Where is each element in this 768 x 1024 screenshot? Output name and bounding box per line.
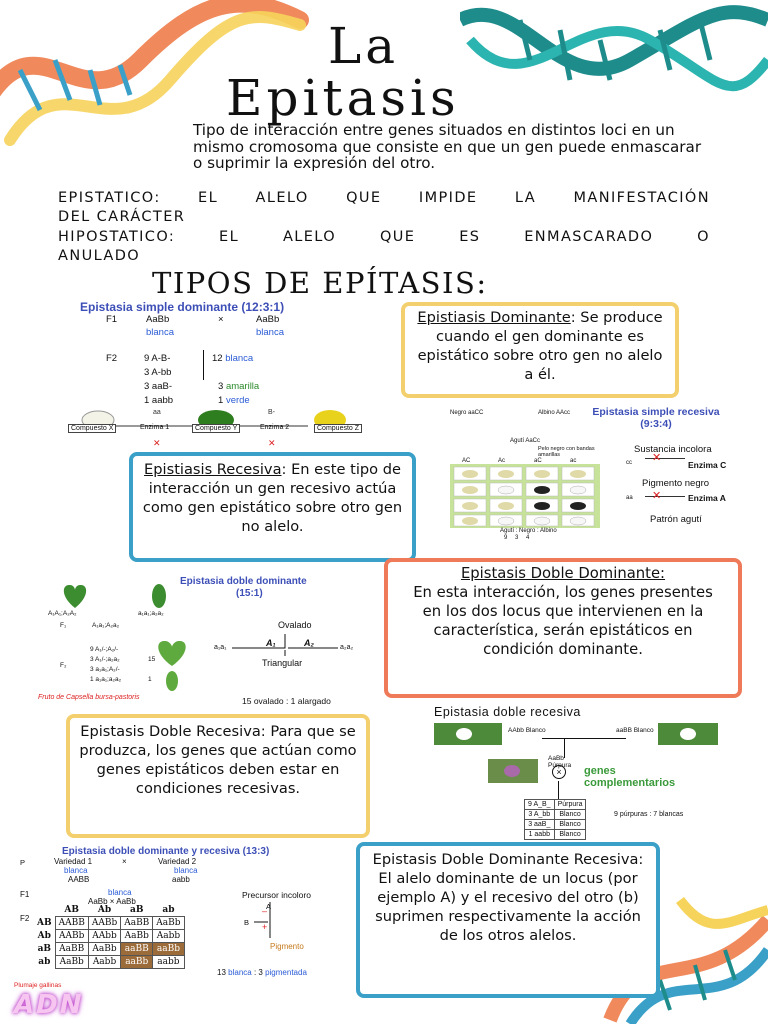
figure-label: Pelo negro con bandas amarillas [538, 446, 595, 458]
f2-label: F2 [106, 353, 118, 364]
svg-text:–: – [262, 906, 268, 916]
parent-variety: Variedad 1 [54, 857, 93, 866]
figure-title: Epistasia simple dominante (12:3:1) [80, 300, 285, 314]
pathway-step: Sustancia incolora [634, 444, 712, 455]
heart-fruit-icon [152, 638, 192, 668]
table-row-header: ab [38, 957, 51, 967]
figure-simple-recessive [430, 406, 768, 542]
gene-label: B- [268, 409, 275, 416]
pathway-step: Pigmento negro [642, 478, 710, 489]
figure-simple-dominant [71, 300, 378, 450]
table-cell: Aabb [153, 930, 184, 943]
flower-photo [658, 723, 718, 745]
parent-color: blanca [174, 866, 198, 875]
figure-label: Albino AAcc [538, 410, 571, 416]
table-header-row [34, 904, 184, 917]
definition-epistatico [58, 189, 710, 227]
card-body: : Se produce cuando el gen dominante es epistático sobre otro gen no alelo a él. [417, 309, 663, 383]
table-cell: 3 A_bb [525, 810, 555, 820]
parent-variety: Variedad 2 [158, 857, 197, 866]
table-cell: AABB [55, 917, 88, 930]
table-cell: Blanco [554, 820, 586, 830]
card-heading: Epistasis Doble Dominante: [460, 565, 666, 582]
gene-label: a₁a₁ [214, 644, 227, 651]
pathway-step: Enzima 1 [140, 424, 170, 431]
card-body: En esta interacción, los genes presentes en los dos locus que intervienen en la característica, serán epistáticos en condición dominante. [413, 584, 713, 658]
card-epistasis-doble-recesiva [66, 714, 370, 838]
f1-color: blanca [108, 888, 132, 897]
table-cell: aaBb [121, 956, 153, 969]
f2-label: F2 [20, 914, 30, 923]
enzyme-label: Enzima A [688, 493, 726, 503]
complementary-label: genes complementarios [584, 765, 676, 789]
card-body: : En este tipo de interacción un gen recesivo actúa como gen epistático sobre otro gen no alelo. [142, 461, 403, 535]
flower-photo [434, 723, 502, 745]
ratio-value: 9 [504, 535, 508, 541]
table-cell: aaBb [153, 943, 184, 956]
table-cell: AAbb [88, 930, 120, 943]
f1-genotype: A₁a₁;A₂a₂ [92, 622, 120, 629]
result-color: pigmentada [265, 968, 307, 977]
gene-label: a₂a₂ [340, 644, 354, 651]
cross-line [542, 738, 626, 739]
phenotype-label: Ovalado [278, 620, 312, 630]
f1-label: AaBb Púrpura [548, 755, 572, 769]
result-color: blanca [225, 353, 254, 364]
card-epistasis-dominante [401, 302, 679, 398]
block-icon: ✕ [652, 490, 662, 502]
count-1: 1 [148, 676, 152, 683]
result-count: 1 [218, 395, 224, 406]
result-color: blanca [228, 968, 252, 977]
figure-title: Epistasia doble dominante y recesiva (13:3) [62, 846, 270, 857]
svg-text:+: + [262, 922, 268, 932]
table-cell: aabb [153, 956, 184, 969]
definition-hipostatico-line1: HIPOSTATICO: EL ALELO QUE ES ENMASCARADO O [58, 229, 710, 245]
f2-row: 9 A-B- [144, 353, 171, 364]
f2-row: 3 A₁/-;a₂a₂ [90, 656, 120, 663]
pathway-step: Compuesto X [68, 424, 116, 433]
grid-col-label: Ac [498, 458, 506, 464]
table-cell: Blanco [554, 830, 586, 840]
gene-label: A₂ [304, 638, 314, 648]
figure-double-recessive [430, 705, 760, 840]
table-cell: AaBb [55, 956, 88, 969]
figure-double-dominant [38, 576, 378, 706]
result-count: 3 [218, 381, 224, 392]
table-row-header: Ab [37, 931, 51, 941]
parent-genotype: A₁A₁;A₂A₂ [48, 610, 77, 617]
pathway-step: Enzima 2 [260, 424, 290, 431]
card-body: Epistasis Doble Recesiva: Para que se produzca, los genes que actúan como genes epistáticos deben estar en condiciones recesivas. [79, 723, 357, 797]
ratio-value: 4 [526, 535, 530, 541]
table-cell: AABb [55, 930, 88, 943]
table-cell: aaBB [121, 943, 153, 956]
punnett-table [34, 904, 185, 969]
table-cell: 1 aabb [525, 830, 555, 840]
flower-photo [488, 759, 538, 783]
card-epistasis-doble-dominante [384, 558, 742, 698]
pathway-step: Compuesto Z [314, 424, 362, 433]
enzyme-label: Enzima C [688, 460, 727, 470]
definition-epistatico-line2: DEL CARÁCTER [58, 209, 186, 225]
result-color: amarilla [225, 381, 260, 392]
arrow-line [645, 496, 685, 497]
parent-genotype: a₁a₁;a₂a₂ [138, 610, 164, 617]
f2-row: 9 A₁/-;A₂/- [90, 646, 119, 653]
card-heading: Epistiasis Recesiva [144, 461, 282, 478]
f2-row: 3 A-bb [144, 367, 172, 378]
parent-2-color: blanca [256, 327, 284, 338]
p-label: P [20, 858, 26, 867]
page-title-line2: Epitasis [226, 69, 460, 127]
heart-fruit-icon [60, 582, 90, 610]
table-cell: 9 A_B_ [525, 800, 555, 810]
table-cell: Aabb [88, 956, 120, 969]
pathway-step: Precursor incoloro [242, 890, 311, 900]
table-cell: AABb [88, 917, 120, 930]
adn-logo: ADN [14, 990, 84, 1020]
mouse-punnett-grid [450, 464, 600, 528]
parent-genotype: AABB [68, 875, 90, 884]
types-heading: TIPOS DE EPÍTASIS: [152, 266, 488, 300]
oval-fruit-icon [150, 582, 168, 610]
card-body: Epistasis Doble Dominante Recesiva: El alelo dominante de un locus (por ejemplo A) y el recesivo del otro (b) suprimen respectivamente la acción de los otros alelos. [372, 851, 644, 944]
table-col-header: Ab [97, 905, 112, 915]
parent-genotype: aabb [172, 875, 190, 884]
figure-dominant-recessive: Epistasia doble dominante y recesiva (13:3) P Variedad 1 × Variedad 2 blanca blanca AABB aabb F1 blanca AaBb × AaBb F2 AB Ab aB ab AB AABB AABb AaBB AaBb Ab AABb AAbb AaBb Aabb aB AaBB AaBb aaBB aaBb ab AaBb Aabb aaBb aabb Precursor incoloro A B – + Pigmento 13 blanca : 3 pigmentada Plumaje gallinas [14, 846, 311, 989]
pathway-arrows [252, 900, 282, 940]
table-col-header: AB [64, 905, 79, 915]
table-cell: AaBb [121, 930, 153, 943]
gene-label: cc [626, 460, 632, 466]
table-row [525, 800, 586, 810]
cross-symbol: × [122, 857, 127, 866]
cross-symbol: × [218, 314, 224, 325]
ratio-value: 3 [515, 535, 519, 541]
f1-label: F₁ [60, 622, 67, 629]
f1-label: F1 [20, 890, 30, 899]
arrow-line [558, 781, 559, 799]
table-cell: AaBB [55, 943, 88, 956]
definition-epistatico-line1: EPISTATICO: EL ALELO QUE IMPIDE LA MANIFESTACIÓN [58, 190, 710, 206]
count-15: 15 [148, 656, 156, 663]
definition-hipostatico-line2: ANULADO [58, 248, 141, 264]
result-count: 12 [212, 353, 223, 364]
arrow-line [645, 458, 685, 459]
gene-label: A [266, 902, 272, 911]
table-col-header: ab [162, 905, 175, 915]
grid-col-label: ac [570, 458, 577, 464]
f2-row: 1 a₁a₁;a₂a₂ [90, 676, 122, 683]
table-cell: 3 aaB_ [525, 820, 555, 830]
gene-label: aa [626, 495, 633, 501]
gene-label: A₁ [266, 638, 276, 648]
result-color: verde [225, 395, 250, 406]
pathway-step: Patrón agutí [650, 514, 702, 525]
grid-col-label: aC [534, 458, 542, 464]
f2-label: F₂ [60, 662, 67, 669]
bracket [203, 350, 206, 380]
figure-title: Epistasia simple recesiva (9:3:4) [592, 406, 720, 430]
result-count: 3 [258, 968, 263, 977]
grid-footer: Agutí : Negro : Albino [500, 528, 557, 534]
table-row-header: AB [37, 918, 52, 928]
table-cell: AaBB [121, 917, 153, 930]
pathway-step: Pigmento [270, 942, 304, 951]
svg-text:✕: ✕ [153, 438, 161, 448]
result-count: 13 [217, 968, 226, 977]
cross-icon: × [552, 765, 566, 779]
gene-label: B [244, 918, 250, 927]
f2-row: 3 a₁a₁;A₂/- [90, 666, 120, 673]
table-cell: Púrpura [554, 800, 586, 810]
figure-title: Epistasia doble recesiva [434, 705, 581, 719]
page-title-line1: La [328, 17, 400, 75]
f1-cross: AaBb × AaBb [88, 897, 136, 906]
table-row-header: aB [37, 944, 52, 954]
parent-1: AaBb [146, 314, 170, 325]
figure-title: Epistasia doble dominante [180, 576, 307, 587]
pathway-arrows [230, 628, 340, 658]
table-row [34, 917, 184, 930]
definition-hipostatico [58, 228, 710, 266]
oval-fruit-icon [164, 670, 180, 692]
parent-color: blanca [64, 866, 88, 875]
card-heading: Epistiasis Dominante [417, 309, 571, 326]
figure-caption: Fruto de Capsella bursa-pastoris [38, 694, 140, 701]
f2-row: 1 aabb [144, 395, 174, 406]
table-row [525, 820, 586, 830]
block-icon: ✕ [652, 452, 662, 464]
figure-subtitle: (15:1) [236, 588, 263, 599]
intro-paragraph: Tipo de interacción entre genes situados en distintos loci en un mismo cromosoma que consiste en que un gen puede enmascarar o suprimir la expresión del otro. [193, 121, 702, 172]
table-row [525, 830, 586, 840]
svg-text:✕: ✕ [268, 438, 276, 448]
phenotype-label: Triangular [262, 658, 303, 668]
figure-caption: Plumaje gallinas [14, 982, 62, 989]
ratio-result: 9 púrpuras : 7 blancas [614, 811, 684, 818]
gene-label: aa [153, 409, 161, 416]
parent-2: AaBb [256, 314, 280, 325]
table-row [525, 810, 586, 820]
table-cell: Blanco [554, 810, 586, 820]
pathway-step: Compuesto Y [192, 424, 240, 433]
table-row [34, 943, 184, 956]
table-cell: AaBb [153, 917, 184, 930]
f1-label: F1 [106, 314, 118, 325]
card-epistasis-recesiva [129, 452, 416, 562]
ratio-result: 15 ovalado : 1 alargado [242, 696, 331, 706]
table-cell: AaBb [88, 943, 120, 956]
card-epistasis-doble-dominante-recesiva [356, 842, 660, 998]
dna-helix-top-right [460, 0, 768, 120]
table-row [34, 956, 184, 969]
table-col-header: aB [130, 905, 144, 915]
figure-label: Negro aaCC [450, 410, 484, 416]
figure-label: Agutí AaCc [510, 438, 541, 444]
f2-row: 3 aaB- [144, 381, 172, 392]
table-row [34, 930, 184, 943]
parent-label: AAbb Blanco [508, 727, 546, 734]
results-table [524, 799, 586, 840]
parent-label: aaBB Blanco [616, 727, 654, 734]
grid-col-label: AC [462, 458, 471, 464]
parent-1-color: blanca [146, 327, 174, 338]
